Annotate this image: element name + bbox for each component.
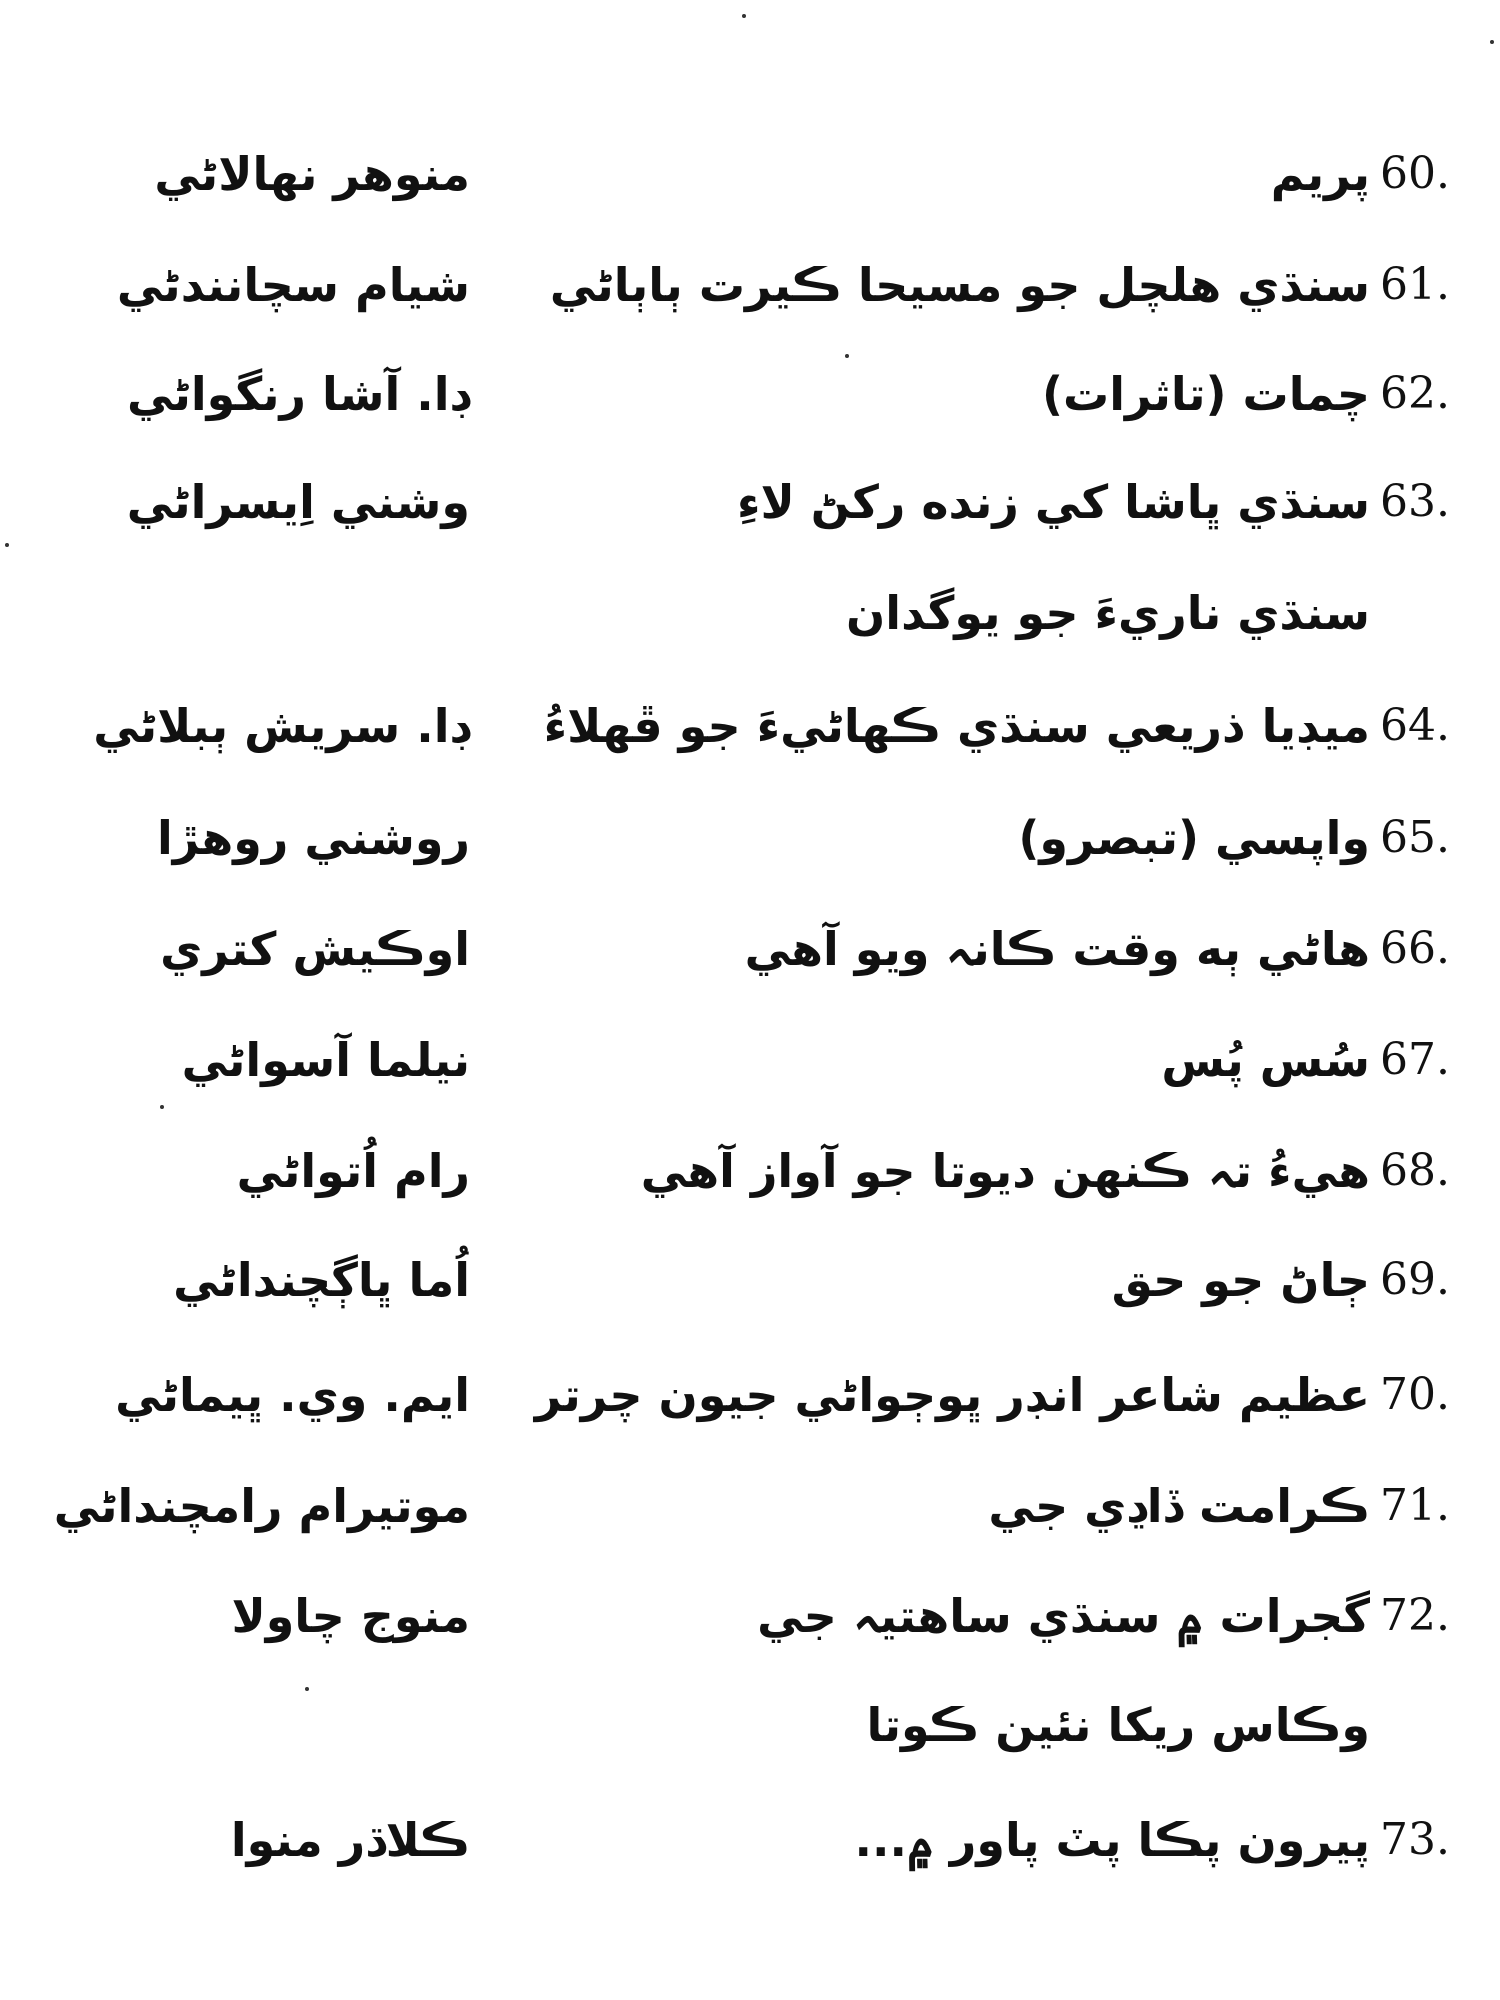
toc-entry — [0, 1010, 1500, 1110]
entry-title: سنڌي ڀاشا کي زنده رکڻ لاءِ — [736, 475, 1370, 529]
entry-number: 60. — [1380, 148, 1450, 199]
toc-entry-continuation — [0, 563, 1500, 663]
entry-author: وشني اِيسراڻي — [126, 475, 470, 529]
entry-title: هاڻي ٻه وقت ڪانہ ويو آهي — [744, 922, 1370, 976]
entry-title: پريم — [1270, 147, 1370, 201]
toc-entry — [0, 899, 1500, 999]
entry-author: ڪلاڌر منوا — [230, 1813, 470, 1867]
entry-author: اوڪيش کتري — [160, 922, 470, 976]
entry-number: 62. — [1380, 368, 1450, 419]
entry-author: اُما ڀاڳچنداڻي — [173, 1253, 470, 1307]
entry-title: عظيم شاعر انڊر ڀوڄواڻي جيون چرتر — [534, 1368, 1370, 1422]
entry-author: منوج چاولا — [231, 1589, 470, 1643]
entry-title: ڪرامت ڏاڍي جي — [988, 1479, 1370, 1533]
toc-entry — [0, 1121, 1500, 1221]
print-speck — [742, 14, 746, 18]
toc-entry-continuation — [0, 1675, 1500, 1775]
entry-author: ڊا. سريش ٻبلاڻي — [93, 699, 470, 753]
entry-title: ڄاڻ جو حق — [1111, 1253, 1370, 1307]
toc-entry — [0, 1230, 1500, 1330]
entry-number: 64. — [1380, 700, 1450, 751]
print-speck — [1490, 40, 1494, 44]
entry-number: 71. — [1380, 1480, 1450, 1531]
toc-entry — [0, 1345, 1500, 1445]
entry-number: 65. — [1380, 812, 1450, 863]
entry-number: 69. — [1380, 1254, 1450, 1305]
entry-number: 61. — [1380, 259, 1450, 310]
entry-title: چمات (تاثرات) — [1042, 367, 1370, 421]
toc-entry — [0, 452, 1500, 552]
entry-title: پيرون پڪا پٽ پاور ۾... — [854, 1813, 1370, 1867]
entry-title: هيءُ تہ ڪنهن ديوتا جو آواز آهي — [640, 1144, 1370, 1198]
entry-author: ايم. وي. ڀيماڻي — [115, 1368, 470, 1422]
entry-title: سُس پُس — [1161, 1033, 1370, 1087]
toc-entry — [0, 1566, 1500, 1666]
entry-title-continuation: وڪاس ريکا نئين ڪوتا — [866, 1698, 1370, 1752]
entry-author: شيام سچانندڻي — [116, 258, 470, 312]
entry-title: گجرات ۾ سنڌي ساهتيہ جي — [757, 1589, 1370, 1643]
entry-title: واپسي (تبصرو) — [1018, 811, 1370, 865]
entry-number: 73. — [1380, 1814, 1450, 1865]
entry-author: روشني روهڙا — [157, 811, 470, 865]
entry-author: موتيرام رامچنداڻي — [53, 1479, 470, 1533]
entry-number: 70. — [1380, 1369, 1450, 1420]
entry-title: ميڊيا ذريعي سنڌي ڪهاڻيءَ جو ڦهلاءُ — [543, 699, 1370, 753]
entry-title: سنڌي هلچل جو مسيحا ڪيرت ٻاٻاڻي — [549, 258, 1370, 312]
entry-number: 63. — [1380, 476, 1450, 527]
toc-entry — [0, 124, 1500, 224]
entry-number: 68. — [1380, 1145, 1450, 1196]
toc-entry — [0, 1456, 1500, 1556]
entry-number: 72. — [1380, 1590, 1450, 1641]
entry-title-continuation: سنڌي ناريءَ جو يوگدان — [846, 586, 1370, 640]
entry-author: ڊا. آشا رنگواڻي — [127, 367, 470, 421]
entry-author: نيلما آسواڻي — [181, 1033, 470, 1087]
entry-author: منوهر نهالاڻي — [154, 147, 470, 201]
toc-entry — [0, 344, 1500, 444]
toc-entry — [0, 676, 1500, 776]
toc-entry — [0, 788, 1500, 888]
toc-entry — [0, 1790, 1500, 1890]
entry-number: 67. — [1380, 1034, 1450, 1085]
entry-author: رام اُتواڻي — [236, 1144, 470, 1198]
entry-number: 66. — [1380, 923, 1450, 974]
toc-entry — [0, 235, 1500, 335]
